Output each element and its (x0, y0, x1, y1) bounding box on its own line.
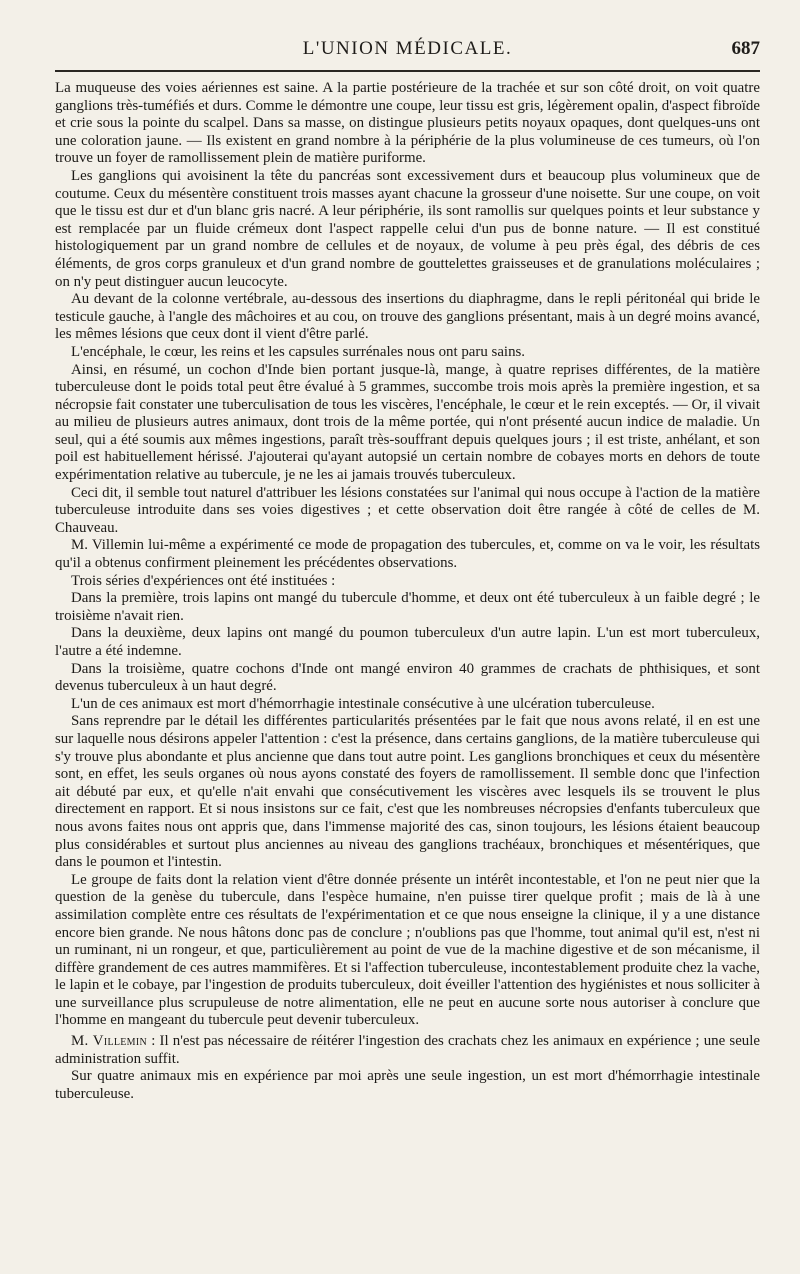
paragraph-conclusion: Le groupe de faits dont la relation vient d'être donnée présente un intérêt incontestable, et l'on ne peut nier que la question de la genèse du tubercule, dans l'espèce humaine, n'en puisse tirer quelque profit ; mais de là à une assimilation complète entre ces résultats de l'expérimentation et ce que nous enseigne la clinique, il y a une distance encore bien grande. Ne nous hâtons donc pas de conclure ; n'oublions pas que l'homme, tout animal qu'il est, n'est ni un ruminant, ni un rongeur, et que, particulièrement au point de vue de la machine digestive et de son mécanisme, il diffère grandement de ces autres mammifères. Et si l'affection tuberculeuse, incontestablement produite chez la vache, le lapin et le cobaye, par l'ingestion de produits tuberculeux, doit éveiller l'attention des hygiénistes et nous solliciter à une surveillance plus scrupuleuse de notre alimentation, elle ne peut en aucune sorte nous autoriser à conclure que l'homme en mangeant du tubercule peut devenir tuberculeux. (55, 871, 760, 1029)
paragraph-final: Sur quatre animaux mis en expérience par moi après une seule ingestion, un est mort d'hémorrhagie intestinale tuberculeuse. (55, 1068, 760, 1102)
paragraph-organs-healthy: L'encéphale, le cœur, les reins et les capsules surrénales nous ont paru sains. (71, 343, 526, 360)
speaker-remark: : Il n'est pas nécessaire de réitérer l'ingestion des crachats chez les animaux en expérience ; une seule administration suffit. (55, 1033, 761, 1067)
article-body (55, 80, 760, 1103)
paragraph-ganglion-observation: Sans reprendre par le détail les différentes particularités présentées par le fait que nous avons relaté, il en est une sur laquelle nous désirons appeler l'attention : c'est la présence, dans certains ganglions, de la matière tuberculeuse qui s'y trouve plus abondante et plus ancienne que dans tout autre point. Les ganglions bronchiques et ceux du mésentère sont, en effet, les seuls organes où nous ayons constaté des foyers de ramollissement. Il semble donc que l'infection ait débuté par eux, et qu'elle n'ait envahi que consécutivement les viscères avec lesquels ils se trouvent le plus directement en rapport. Et si nous insistons sur ce fait, c'est que les nombreuses nécropsies d'enfants tuberculeux que nous avons faites nous ont appris que, dans l'immense majorité des cas, sinon toujours, les lésions étaient beaucoup plus considérables et surtout plus anciennes au niveau des ganglions trachéaux, bronchiques et mésentériques, que dans le poumon et l'intestin. (55, 713, 760, 871)
paragraph-attribution: Ceci dit, il semble tout naturel d'attribuer les lésions constatées sur l'animal qui nous occupe à l'action de la matière tuberculeuse introduite dans ses voies digestives ; et cette observation doit être rangée à côté de celles de M. Chauveau. (55, 484, 760, 536)
paragraph-series-two: Dans la deuxième, deux lapins ont mangé du poumon tuberculeux d'un autre lapin. L'un est mort tuberculeux, l'autre a été indemne. (55, 625, 760, 659)
paragraph-villemin-experiments: M. Villemin lui-même a expérimenté ce mode de propagation des tubercules, et, comme on va le voir, les résultats qu'il a obtenus confirment pleinement les précédentes observations. (55, 537, 760, 572)
running-head (55, 38, 760, 64)
header-rule (55, 70, 760, 72)
paragraph-summary: Ainsi, en résumé, un cochon d'Inde bien portant jusque-là, mange, à quatre reprises différentes, de la matière tuberculeuse dont le poids total peut être évalué à 5 grammes, succombe trois mois après la première ingestion, et sa nécropsie fait constater une tuberculisation de tous les viscères, l'encéphale, le cœur et le rein exceptés. — Or, il vivait au milieu de plusieurs autres animaux, dont trois de la même portée, qui n'ont présenté aucun indice de maladie. Un seul, qui a été soumis aux mêmes ingestions, paraît très-souffrant depuis quelques jours ; il est triste, anhélant, et son poil est habituellement hérissé. J'ajouterai qu'ayant autopsié un certain nombre de cobayes morts en dehors de toute expérimentation relative au tubercule, je ne les ai jamais trouvés tuberculeux. (55, 361, 760, 484)
running-title: L'UNION MÉDICALE. (302, 38, 513, 59)
paragraph-pancreas-ganglions: Les ganglions qui avoisinent la tête du pancréas sont excessivement durs et beaucoup plus volumineux que de coutume. Ceux du mésentère constituent trois masses ayant chacune la grosseur d'une noisette. Sur une coupe, on voit que le tissu est dur et d'un blanc gris nacré. A leur périphérie, ils sont ramollis sur quelques points et leur substance y est remplacée par un fluide crémeux dont l'aspect rappelle celui d'un pus de bonne nature. — Il est constitué histologiquement par un grand nombre de cellules et de noyaux, de volume à peu près égal, des débris de ces éléments, de gros corps granuleux et d'un grand nombre de gouttelettes graisseuses et de granulations moléculaires ; on n'y peut distinguer aucun leucocyte. (55, 167, 760, 290)
paragraph-series-three: Dans la troisième, quatre cochons d'Inde ont mangé environ 40 grammes de crachats de phthisiques, et sont devenus tuberculeux à un haut degré. (55, 660, 760, 695)
speaker-name: M. Villemin (71, 1033, 148, 1050)
paragraph-vertebral-ganglions: Au devant de la colonne vertébrale, au-dessous des insertions du diaphragme, dans le repli péritonéal qui bride le testicule gauche, à l'angle des mâchoires et au cou, on trouve des ganglions présentant, mais à un degré moins avancé, les mêmes lésions que ceux dont il vient d'être parlé. (55, 291, 760, 343)
paragraph-villemin-remark (55, 1033, 760, 1068)
paragraph-series-one: Dans la première, trois lapins ont mangé du tubercule d'homme, et deux ont été tuberculeux à un faible degré ; le troisième n'avait rien. (55, 590, 760, 624)
paragraph-hemorrhage: L'un de ces animaux est mort d'hémorrhagie intestinale consécutive à une ulcération tuberculeuse. (71, 695, 655, 712)
paragraph-three-series: Trois séries d'expériences ont été instituées : (71, 572, 336, 589)
page-number: 687 (731, 38, 760, 59)
paragraph-trachea-ganglions: La muqueuse des voies aériennes est saine. A la partie postérieure de la trachée et sur son côté droit, on voit quatre ganglions très-tuméfiés et durs. Comme le démontre une coupe, leur tissu est gris, légèrement opalin, d'aspect fibroïde et crie sous la pointe du scalpel. Dans sa masse, on distingue plusieurs petits noyaux opaques, dont quelques-uns ont une coloration jaune. — Ils existent en grand nombre à la périphérie de la plus volumineuse de ces tumeurs, où l'on trouve un foyer de ramollissement plein de matière puriforme. (55, 80, 760, 167)
